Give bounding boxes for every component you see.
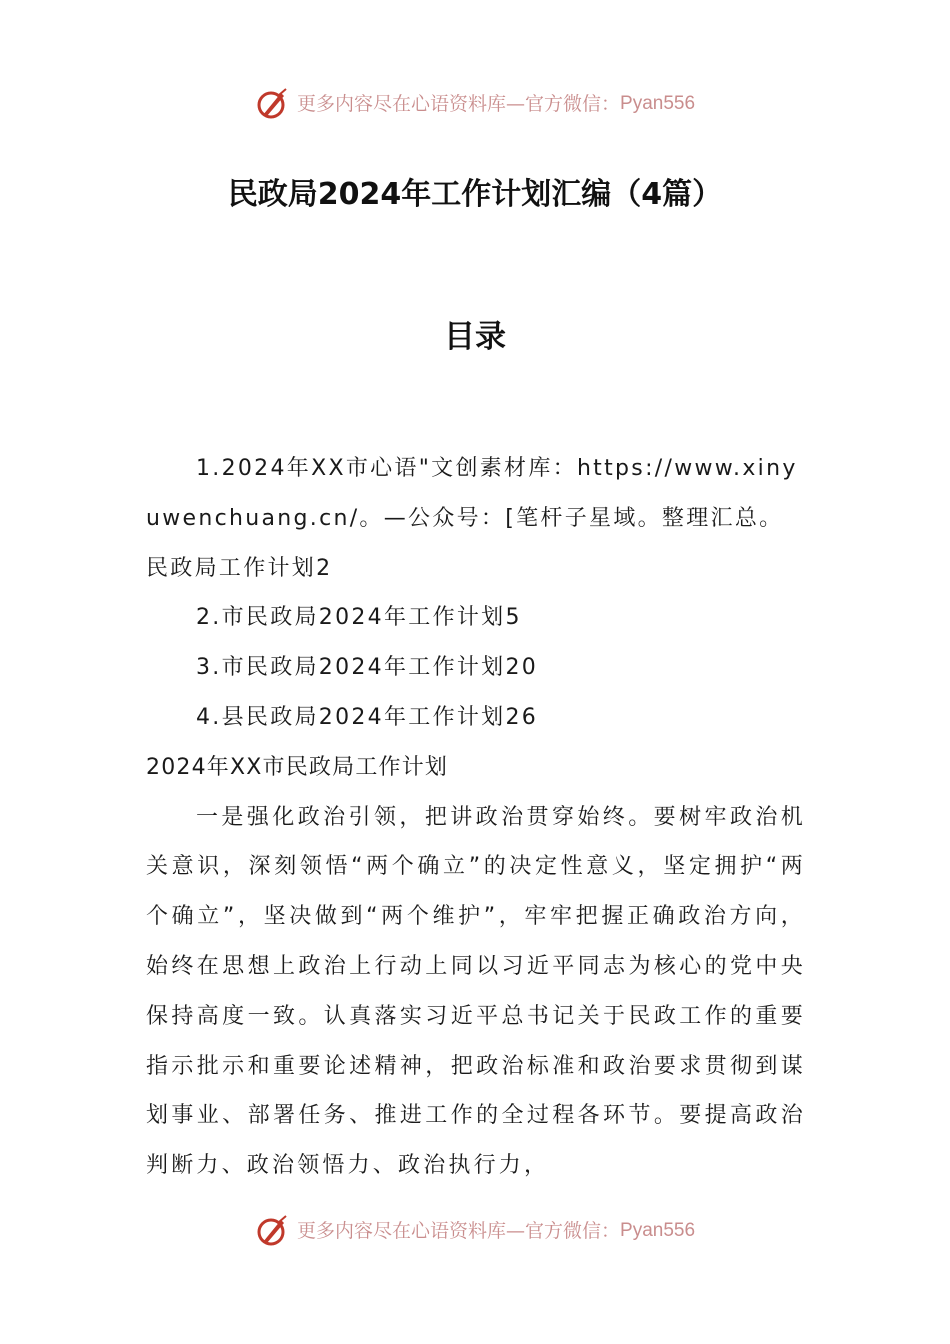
toc-entry-2: 2.市民政局2024年工作计划5 [196, 605, 522, 631]
header-watermark [0, 85, 950, 121]
toc-entry-3: 3.市民政局2024年工作计划20 [196, 655, 539, 681]
watermark-text: 更多内容尽在心语资料库—官方微信： [297, 1220, 621, 1242]
quill-logo-icon [255, 1214, 289, 1248]
toc-entry-1: 1.2024年XX市心语"文创素材库：https://www.xinyuwenchuang.cn/。—公众号：[笔杆子星域。整理汇总。民政局工作计划2 [146, 456, 798, 581]
watermark-wechat-id: Pyan556 [620, 93, 696, 114]
document-body [146, 444, 806, 1191]
toc-entry-4: 4.县民政局2024年工作计划26 [196, 704, 539, 730]
document-title: 民政局2024年工作计划汇编（4篇） [227, 177, 723, 212]
watermark-text: 更多内容尽在心语资料库—官方微信： [297, 93, 621, 115]
body-paragraph: 一是强化政治引领，把讲政治贯穿始终。要树牢政治机关意识，深刻领悟“两个确立”的决定性意义，坚定拥护“两个确立”，坚决做到“两个维护”，牢牢把握正确政治方向，始终在思想上政治上行动上同以习近平同志为核心的党中央保持高度一致。认真落实习近平总书记关于民政工作的重要指示批示和重要论述精神，把政治标准和政治要求贯彻到谋划事业、部署任务、推进工作的全过程各环节。要提高政治判断力、政治领悟力、政治执行力， [146, 804, 806, 1179]
toc-heading: 目录 [444, 319, 506, 355]
section-heading: 2024年XX市民政局工作计划 [146, 754, 449, 780]
quill-logo-icon [255, 87, 289, 121]
footer-watermark [0, 1212, 950, 1248]
watermark-wechat-id: Pyan556 [620, 1220, 696, 1241]
